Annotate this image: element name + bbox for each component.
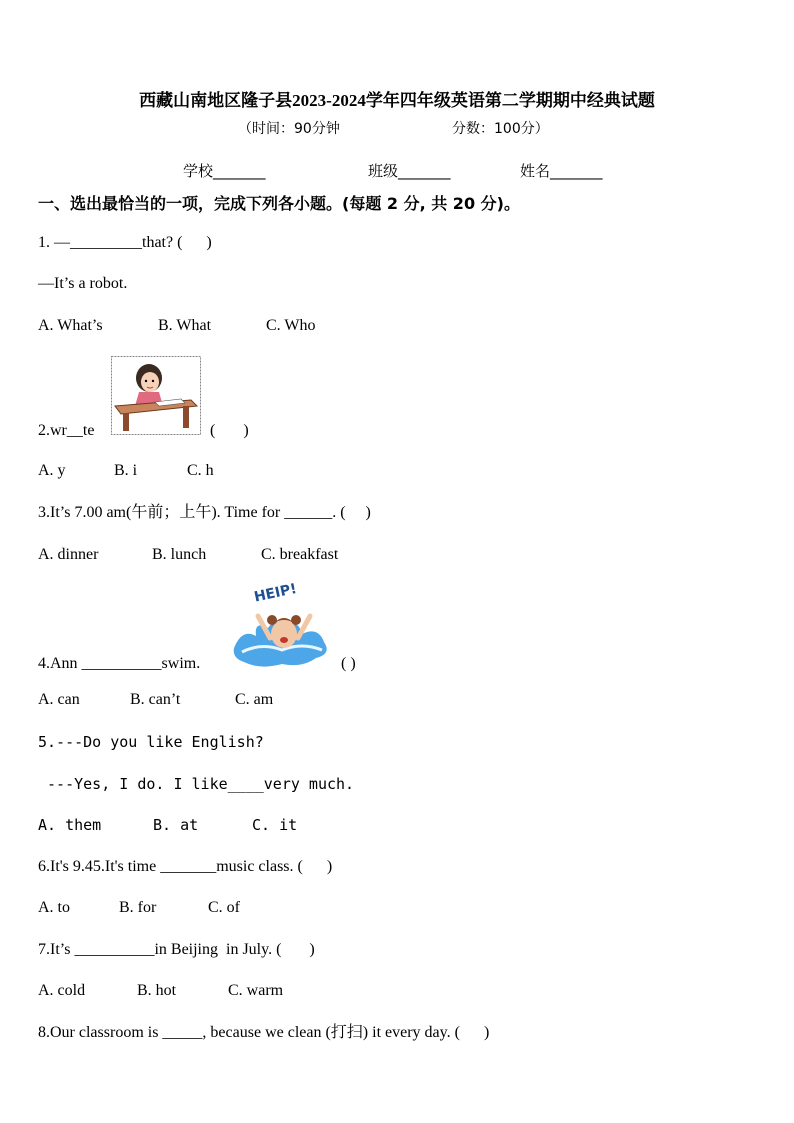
school-field: 学校_______ [183,162,266,180]
question-3-option-c: C. breakfast [261,546,339,563]
exam-time: （时间：90分钟 [238,121,340,137]
drowning-girl-image [232,576,332,670]
question-2-option-b: B. i [114,462,138,479]
question-1-answer: —It’s a robot. [38,275,128,292]
question-2-option-c: C. h [187,462,214,479]
section-heading: 一、选出最恰当的一项，完成下列各小题。(每题 2 分, 共 20 分)。 [38,194,520,213]
question-6-option-a: A. to [38,899,70,916]
girl-writing-image [111,356,201,435]
question-3-option-b: B. lunch [152,546,207,563]
exam-score: 分数：100分） [452,121,549,137]
question-3-stem: 3.It’s 7.00 am(午前；上午). Time for ______. ( ) [38,504,371,521]
question-4-stem: 4.Ann __________swim. [38,655,201,672]
question-2-stem: 2.wr__te [38,422,95,439]
question-4-option-a: A. can [38,691,80,708]
question-1-option-a: A. What’s [38,317,103,334]
help-text: HEIP! [252,580,299,606]
question-5-option-a: A. them [38,816,102,834]
question-4-option-b: B. can’t [130,691,181,708]
question-6-option-c: C. of [208,899,240,916]
page-title: 西藏山南地区隆子县2023-2024学年四年级英语第二学期期中经典试题 [139,91,655,110]
question-5-stem: 5.---Do you like English? [38,733,264,751]
question-5-option-c: C. it [252,816,298,834]
question-8-stem: 8.Our classroom is _____, because we clean (打扫) it every day. ( ) [38,1024,490,1041]
question-7-stem: 7.It’s __________in Beijing in July. ( ) [38,941,315,958]
question-2-option-a: A. y [38,462,66,479]
question-4-option-c: C. am [235,691,274,708]
question-1-option-c: C. Who [266,317,316,334]
class-field: 班级_______ [368,162,451,180]
question-7-option-b: B. hot [137,982,177,999]
question-6-stem: 6.It's 9.45.It's time _______music class. ( ) [38,858,333,875]
question-5-option-b: B. at [153,816,199,834]
question-6-option-b: B. for [119,899,157,916]
name-field: 姓名_______ [520,162,603,180]
question-1-option-b: B. What [158,317,212,334]
question-7-option-c: C. warm [228,982,284,999]
question-7-option-a: A. cold [38,982,86,999]
question-1-stem: 1. —_________that? ( ) [38,234,212,251]
question-3-option-a: A. dinner [38,546,99,563]
question-4-blank: ( ) [341,655,356,672]
question-5-answer: ---Yes, I do. I like____very much. [38,775,355,793]
question-2-blank: ( ) [210,422,249,439]
